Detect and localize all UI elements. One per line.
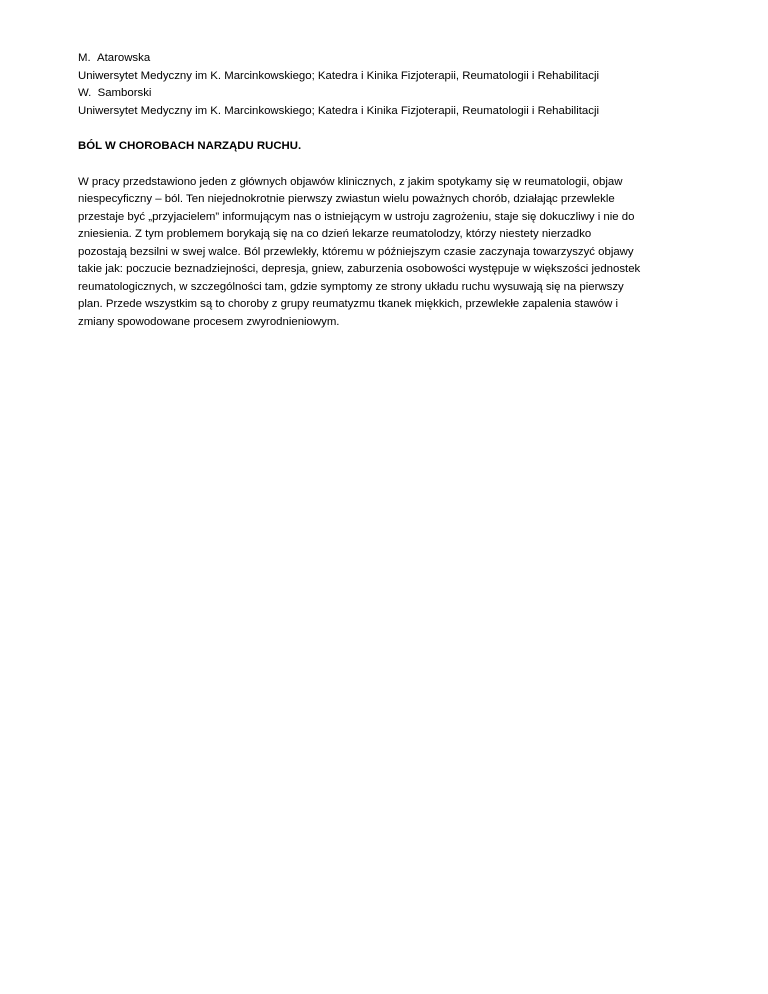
abstract-line: niespecyficzny – ból. Ten niejednokrotnie pierwszy zwiastun wielu poważnych chorób, działając przewlekle [78,193,615,205]
abstract-line: plan. Przede wszystkim są to choroby z grupy reumatyzmu tkanek miękkich, przewlekłe zapalenia stawów i [78,298,619,310]
author-name: W. Samborski [78,87,152,99]
abstract-line: pozostają bezsilni w swej walce. Ból przewlekły, któremu w późniejszym czasie zaczynaja towarzyszyć objawy [78,245,634,258]
abstract-line: zmiany spowodowane procesem zwyrodnieniowym. [78,315,340,328]
author-affiliation: Uniwersytet Medyczny im K. Marcinkowskiego; Katedra i Kinika Fizjoterapii, Reumatologii i Rehabilitacji [78,69,600,82]
author-affiliation: Uniwersytet Medyczny im K. Marcinkowskiego; Katedra i Kinika Fizjoterapii, Reumatologii i Rehabilitacji [78,104,600,117]
abstract-paragraph [78,174,698,332]
abstract-line: takie jak: poczucie beznadziejności, depresja, gniew, zaburzenia osobowości występuje w większości jednostek [78,263,641,275]
abstract-line: zniesienia. Z tym problemem borykają się na co dzień lekarze reumatolodzy, którzy niestety nierzadko [78,228,592,240]
document-title: BÓL W CHOROBACH NARZĄDU RUCHU. [78,140,302,152]
abstract-line: W pracy przedstawiono jeden z głównych objawów klinicznych, z jakim spotykamy się w reumatologii, objaw [78,175,623,188]
authors-block [78,50,698,120]
author-name: M. Atarowska [78,52,151,64]
document-page [78,50,698,331]
abstract-line: przestaje być „przyjacielem” informującym nas o istniejącym w ustroju zagrożeniu, staje się dokuczliwy i nie do [78,210,635,223]
abstract-line: reumatologicznych, w szczególności tam, gdzie symptomy ze strony układu ruchu wysuwają się na pierwszy [78,280,624,293]
